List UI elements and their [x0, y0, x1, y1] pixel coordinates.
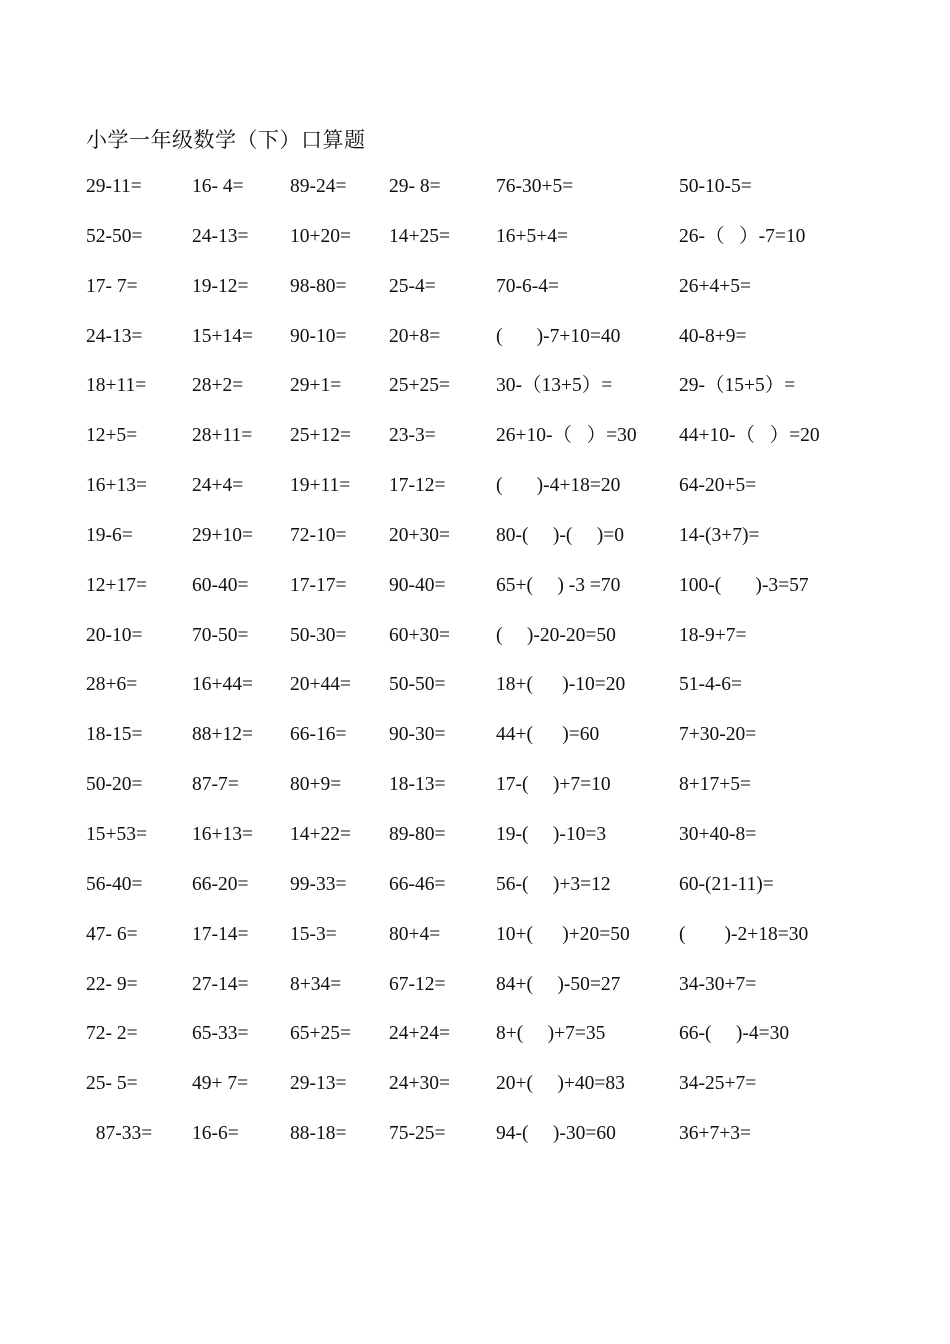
- math-problem: 60-(21-11)=: [679, 873, 774, 895]
- math-problem: 10+( )+20=50: [496, 923, 630, 945]
- math-problem: 65+25=: [290, 1023, 351, 1045]
- math-problem: 70-50=: [192, 624, 249, 646]
- math-problem: 80+4=: [389, 923, 441, 945]
- math-problem: 25+12=: [290, 425, 351, 447]
- math-problem: 20-10=: [86, 624, 143, 646]
- math-problem: 25- 5=: [86, 1073, 138, 1095]
- math-problem: 14-(3+7)=: [679, 524, 760, 546]
- math-problem: 15-3=: [290, 923, 337, 945]
- math-problem: ( )-7+10=40: [496, 325, 621, 347]
- math-problem: 19-12=: [192, 275, 249, 297]
- math-problem: 16+13=: [192, 823, 253, 845]
- math-problem: 34-30+7=: [679, 973, 757, 995]
- math-problem: 98-80=: [290, 275, 347, 297]
- math-problem: 17-14=: [192, 923, 249, 945]
- math-problem: 10+20=: [290, 225, 351, 247]
- math-problem: 80+9=: [290, 774, 342, 796]
- math-problem: 15+53=: [86, 823, 147, 845]
- math-problem: 75-25=: [389, 1123, 446, 1145]
- math-problem: 14+25=: [389, 225, 450, 247]
- math-problem: 66-46=: [389, 873, 446, 895]
- math-problem: 87-7=: [192, 774, 239, 796]
- math-problem: ( )-20-20=50: [496, 624, 616, 646]
- math-problem: 52-50=: [86, 225, 143, 247]
- math-problem: 20+8=: [389, 325, 441, 347]
- math-problem: 90-30=: [389, 724, 446, 746]
- math-problem: 88+12=: [192, 724, 253, 746]
- math-problem: 66-( )-4=30: [679, 1023, 790, 1045]
- math-problem: 60+30=: [389, 624, 450, 646]
- math-problem: 22- 9=: [86, 973, 138, 995]
- math-problem: 24+4=: [192, 475, 244, 497]
- math-problem: 30+40-8=: [679, 823, 757, 845]
- math-problem: 29-13=: [290, 1073, 347, 1095]
- math-problem: 18+11=: [86, 375, 147, 397]
- math-problem: 17-17=: [290, 574, 347, 596]
- math-problem: 87-33=: [86, 1123, 153, 1145]
- math-problem: 47- 6=: [86, 923, 138, 945]
- math-problem: 70-6-4=: [496, 275, 559, 297]
- math-problem: 19+11=: [290, 475, 351, 497]
- math-problem: 24+30=: [389, 1073, 450, 1095]
- math-problem: 19-6=: [86, 524, 133, 546]
- math-problem: 20+( )+40=83: [496, 1073, 625, 1095]
- math-problem: 23-3=: [389, 425, 436, 447]
- math-problem: 50-30=: [290, 624, 347, 646]
- math-problem: 8+34=: [290, 973, 342, 995]
- math-problem: 24-13=: [192, 225, 249, 247]
- math-problem: 26-（ ）-7=10: [679, 225, 806, 247]
- math-problem: 28+2=: [192, 375, 244, 397]
- math-problem: 28+11=: [192, 425, 253, 447]
- math-problem: 89-80=: [389, 823, 446, 845]
- math-problem: 56-40=: [86, 873, 143, 895]
- math-problem: 25+25=: [389, 375, 450, 397]
- math-problem: 90-40=: [389, 574, 446, 596]
- math-problem: 26+4+5=: [679, 275, 751, 297]
- math-problem: 27-14=: [192, 973, 249, 995]
- math-problem: 72- 2=: [86, 1023, 138, 1045]
- math-problem: 29-（15+5）=: [679, 375, 796, 397]
- math-problem: 12+5=: [86, 425, 138, 447]
- math-problem: 89-24=: [290, 176, 347, 197]
- math-problem: 28+6=: [86, 674, 138, 696]
- math-problem: 14+22=: [290, 823, 351, 845]
- math-problem: 26+10-（ ）=30: [496, 425, 637, 447]
- math-problem: 50-20=: [86, 774, 143, 796]
- math-problem: ( )-4+18=20: [496, 475, 621, 497]
- math-problem: 29+10=: [192, 524, 253, 546]
- math-problem: 49+ 7=: [192, 1073, 249, 1095]
- math-problem: 18+( )-10=20: [496, 674, 626, 696]
- math-problem: 16- 4=: [192, 176, 244, 197]
- math-problem: 8+( )+7=35: [496, 1023, 606, 1045]
- math-problem: 20+30=: [389, 524, 450, 546]
- math-problem: 29+1=: [290, 375, 342, 397]
- math-problem: 8+17+5=: [679, 774, 751, 796]
- math-problem: 50-50=: [389, 674, 446, 696]
- math-problem: 7+30-20=: [679, 724, 757, 746]
- math-problem: 16+5+4=: [496, 225, 568, 247]
- math-problem: 65-33=: [192, 1023, 249, 1045]
- math-problem: 34-25+7=: [679, 1073, 757, 1095]
- math-problem: 44+10-（ ）=20: [679, 425, 820, 447]
- math-problem: 36+7+3=: [679, 1123, 751, 1145]
- math-problem: 18-9+7=: [679, 624, 747, 646]
- math-problem: 100-( )-3=57: [679, 574, 809, 596]
- math-problem: 72-10=: [290, 524, 347, 546]
- math-problem: 18-13=: [389, 774, 446, 796]
- math-problem: 24+24=: [389, 1023, 450, 1045]
- math-problem: 16+44=: [192, 674, 253, 696]
- math-problem: 25-4=: [389, 275, 436, 297]
- math-problem: 29- 8=: [389, 176, 441, 197]
- math-problem: 16+13=: [86, 475, 147, 497]
- math-problem: 18-15=: [86, 724, 143, 746]
- math-problem: 80-( )-( )=0: [496, 524, 624, 546]
- math-problem: 65+( ) -3 =70: [496, 574, 621, 596]
- math-problem: 40-8+9=: [679, 325, 747, 347]
- math-problem: 64-20+5=: [679, 475, 757, 497]
- math-problem: 17-12=: [389, 475, 446, 497]
- math-problem: 99-33=: [290, 873, 347, 895]
- math-problem: 56-( )+3=12: [496, 873, 611, 895]
- math-problem: ( )-2+18=30: [679, 923, 809, 945]
- math-problem: 20+44=: [290, 674, 351, 696]
- math-problem: 17- 7=: [86, 275, 138, 297]
- math-problem: 12+17=: [86, 574, 147, 596]
- math-problem: 30-（13+5）=: [496, 375, 613, 397]
- math-problem: 66-16=: [290, 724, 347, 746]
- math-problem: 17-( )+7=10: [496, 774, 611, 796]
- math-problem: 66-20=: [192, 873, 249, 895]
- math-problem: 84+( )-50=27: [496, 973, 621, 995]
- math-problem: 94-( )-30=60: [496, 1123, 616, 1145]
- math-problem: 51-4-6=: [679, 674, 742, 696]
- math-problem: 76-30+5=: [496, 176, 574, 197]
- math-problem: 44+( )=60: [496, 724, 600, 746]
- math-problem: 90-10=: [290, 325, 347, 347]
- math-problem: 24-13=: [86, 325, 143, 347]
- math-problem: 19-( )-10=3: [496, 823, 607, 845]
- math-problem: 60-40=: [192, 574, 249, 596]
- math-problem: 29-11=: [86, 176, 142, 197]
- math-problem: 50-10-5=: [679, 176, 752, 197]
- math-problem: 67-12=: [389, 973, 446, 995]
- worksheet-title: 小学一年级数学（下）口算题: [86, 128, 366, 152]
- math-problem: 15+14=: [192, 325, 253, 347]
- math-problem: 88-18=: [290, 1123, 347, 1145]
- math-problem: 16-6=: [192, 1123, 239, 1145]
